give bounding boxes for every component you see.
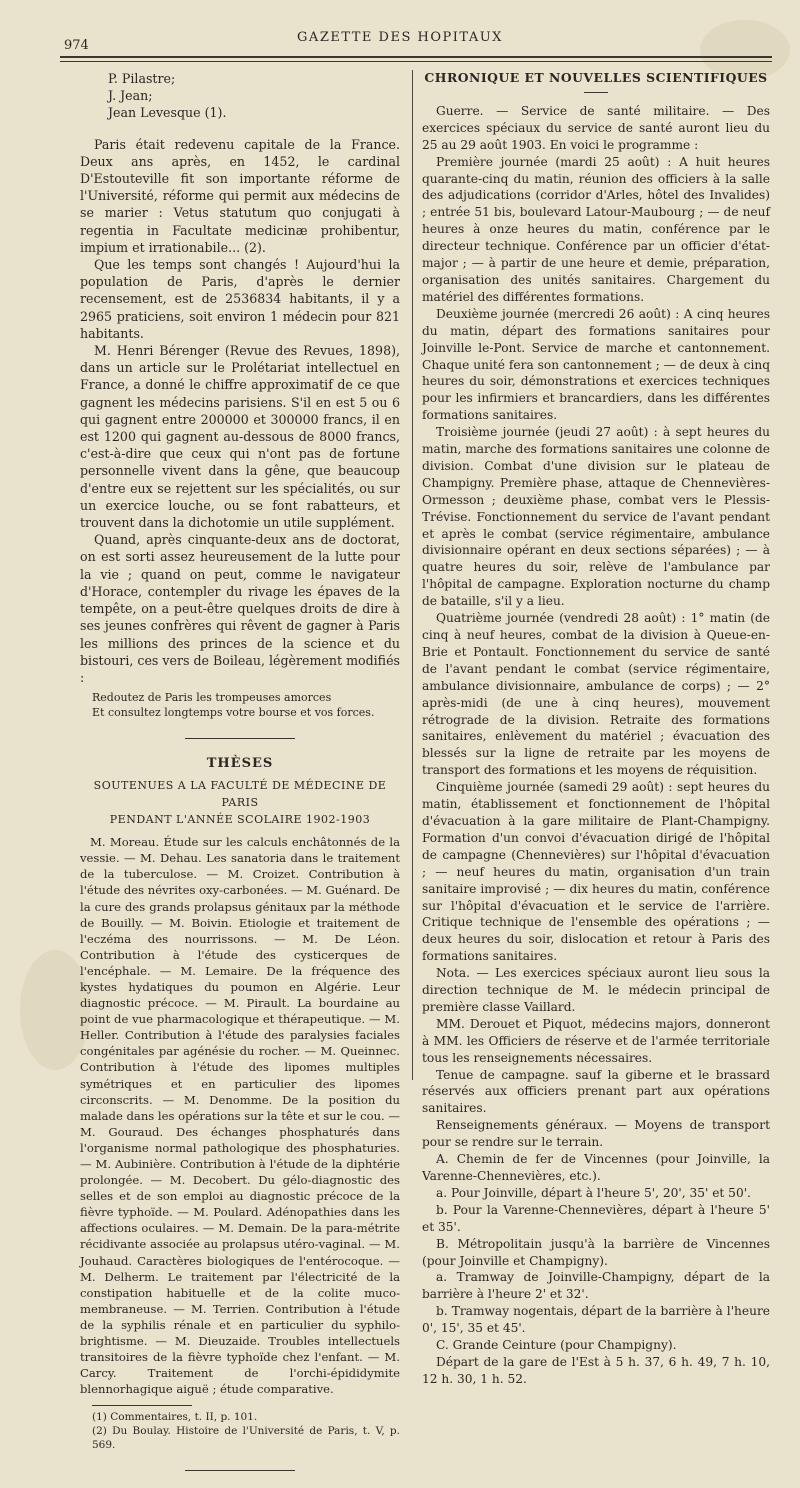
verse-line: Redoutez de Paris les trompeuses amorces xyxy=(92,691,332,705)
paragraph: Tenue de campagne. sauf la giberne et le brassard réservés aux officiers prenant part aux opérations sanitaires. xyxy=(422,1067,770,1116)
footnote: (2) Du Boulay. Histoire de l'Université de Paris, t. V, p. 569. xyxy=(92,1425,400,1452)
paragraph: b. Pour la Varenne-Chennevières, départ à l'heure 5' et 35'. xyxy=(422,1202,770,1234)
chronicle-title: CHRONIQUE ET NOUVELLES SCIENTIFIQUES xyxy=(424,70,768,85)
left-column xyxy=(80,70,400,1488)
paragraph: Renseignements généraux. — Moyens de transport pour se rendre sur le terrain. xyxy=(422,1118,770,1150)
theses-subtitle-2: PENDANT L'ANNÉE SCOLAIRE 1902-1903 xyxy=(109,812,371,826)
column-divider xyxy=(412,70,413,1080)
paragraph: a. Tramway de Joinville-Champigny, départ de la barrière à l'heure 2' et 32'. xyxy=(422,1270,770,1302)
footnotes xyxy=(92,1410,400,1452)
paragraph: b. Tramway nogentais, départ de la barrière à l'heure 0', 15', 35 et 45'. xyxy=(422,1304,770,1336)
paragraph: Quatrième journée (vendredi 28 août) : 1° matin (de cinq à neuf heures, combat de la division à Queue-en-Brie et Pontault. Fonctionnement du service de santé de l'avant pendant le combat (service régimentaire, ambulance divisionnaire, ambulance de corps) ; — 2° après-midi (de une à cinq heures), mouvement rétrograde de la division. Retraite des formations sanitaires, enlèvement du matériel ; évacuation des blessés sur la ligne de retraite par les moyens de transport des formations et les moyens de réquisition. xyxy=(422,611,770,778)
theses-title: THÈSES xyxy=(206,756,274,772)
paragraph: Quand, après cinquante-deux ans de doctorat, on est sorti assez heureusement de la lutte pour la vie ; quand on peut, comme le navigateur d'Horace, contempler du rivage les épaves de la tempête, on a peut-être quelques droits de dire à ses jeunes confrères qui rêvent de gagner à Paris les millions des princes de la science et du bistouri, ces vers de Boileau, légèrement modifiés : xyxy=(80,532,400,685)
header-rule xyxy=(60,56,772,58)
paragraph: Paris était redevenu capitale de la France. Deux ans après, en 1452, le cardinal D'Estouteville fit son importante réforme de l'Université, réforme qui permit aux médecins de se marier : Vetus statutum quo conjugati à regentia in Facultate medicinæ prohibentur, impium et irrationabile... (2). xyxy=(80,136,400,255)
paragraph: Départ de la gare de l'Est à 5 h. 37, 6 h. 49, 7 h. 10, 12 h. 30, 1 h. 52. xyxy=(422,1354,770,1386)
paragraph: C. Grande Ceinture (pour Champigny). xyxy=(436,1338,677,1353)
ornament-divider xyxy=(80,730,400,747)
ornament-divider xyxy=(80,1462,400,1479)
footnote-rule xyxy=(92,1405,192,1406)
theses-text: M. Moreau. Étude sur les calculs enchâtonnés de la vessie. — M. Dehau. Les sanatoria dans le traitement de la tuberculose. — M. Croizet. Contribution à l'étude des névrites oxy-carbonées. — M. Guénard. De la cure des grands prolapsus génitaux par la méthode de Bouilly. — M. Boivin. Etiologie et traitement de l'eczéma des nourrissons. — M. De Léon. Contribution à l'étude des cysticerques de l'encéphale. — M. Lemaire. De la fréquence des kystes hydatiques du poumon en Algérie. Leur diagnostic précoce. — M. Pirault. La bourdaine au point de vue pharmacologique et thérapeutique. — M. Heller. Contribution à l'étude des paralysies faciales congénitales par agénésie du rocher. — M. Queinnec. Contribution à l'étude des lipomes multiples symétriques et en particulier des lipomes circonscrits. — M. Denomme. De la position du malade dans les opérations sur la tête et sur le cou. — M. Gouraud. Des échanges phosphaturés dans l'organisme normal pathologique des phosphaturies. — M. Aubinière. Contribution à l'étude de la diphtérie prolongée. — M. Decobert. Du gélo-diagnostic des selles et de son emploi au diagnostic précoce de la fièvre typhoïde. — M. Poulard. Adénopathies dans les affections oculaires. — M. Demain. De la para-métrite récidivante associée au prolapsus utéro-vaginal. — M. Jouhaud. Caractères biologiques de l'entérocoque. — M. Delherm. Le traitement par l'électricité de la constipation habituelle et de la colite muco-membraneuse. — M. Terrien. Contribution à l'étude de la syphilis rénale et en particulier du syphilo-brightisme. — M. Dieuzaide. Troubles intellectuels transitoires de la fièvre typhoïde chez l'enfant. — M. Carcy. Traitement de l'orchi-épididymite blennorhagique aiguë ; étude comparative. xyxy=(80,835,400,1397)
name-item: J. Jean; xyxy=(108,88,153,104)
paragraph: Nota. — Les exercices spéciaux auront lieu sous la direction technique de M. le médecin principal de première classe Vaillard. xyxy=(422,966,770,1014)
names-list xyxy=(108,70,400,122)
paragraph: Cinquième journée (samedi 29 août) : sept heures du matin, établissement et fonctionnement de l'hôpital d'évacuation à la gare militaire de Plant-Champigny. Formation d'un convoi d'évacuation dirigé de l'hôpital de campagne (Chennevières) sur l'hôpital d'évacuation ; — neuf heures du matin, organisation d'un train sanitaire improvisé ; — dix heures du matin, conférence sur l'hôpital d'évacuation et le service de l'arrière. Critique technique de l'ensemble des opérations ; — deux heures du soir, dislocation et retour à Paris des formations sanitaires. xyxy=(422,780,770,964)
name-item: Jean Levesque (1). xyxy=(108,105,227,121)
paragraph: a. Pour Joinville, départ à l'heure 5', 20', 35' et 50'. xyxy=(436,1185,751,1200)
running-title: GAZETTE DES HOPITAUX xyxy=(297,30,503,45)
footnote: (1) Commentaires, t. II, p. 101. xyxy=(92,1411,258,1424)
paragraph: B. Métropolitain jusqu'à la barrière de Vincennes (pour Joinville et Champigny). xyxy=(422,1236,770,1268)
paragraph: Guerre. — Service de santé militaire. — Des exercices spéciaux du service de santé auront lieu du 25 au 29 août 1903. En voici le programme : xyxy=(422,103,770,152)
right-column xyxy=(422,70,770,1388)
paragraph: Deuxième journée (mercredi 26 août) : A cinq heures du matin, départ des formations sanitaires pour Joinville le-Pont. Service de marche et cantonnement. Chaque unité fera son cantonnement ; — de deux à cinq heures du soir, démonstrations et exercices techniques pour les infirmiers et brancardiers, dans les différentes formations sanitaires. xyxy=(422,306,770,423)
name-item: P. Pilastre; xyxy=(108,71,176,86)
paragraph: MM. Derouet et Piquot, médecins majors, donneront à MM. les Officiers de réserve et de l'armée territoriale tous les renseignements nécessaires. xyxy=(422,1016,770,1065)
page-number: 974 xyxy=(64,38,89,53)
paragraph: Que les temps sont changés ! Aujourd'hui la population de Paris, d'après le dernier recensement, est de 2536834 habitants, il y a 2965 praticiens, soit environ 1 médecin pour 821 habitants. xyxy=(80,257,400,341)
paragraph: Troisième journée (jeudi 27 août) : à sept heures du matin, marche des formations sanitaires une colonne de division. Combat d'une division sur le plateau de Champigny. Première phase, attaque de Chennevières-Ormesson ; deuxième phase, combat vers le Plessis-Trévise. Fonctionnement du service de l'avant pendant et après le combat (service régimentaire, ambulance divisionnaire opérant en deux sections séparées) ; — à quatre heures du soir, relève de l'ambulance par l'hôpital de campagne. Exploration nocturne du champ de bataille, s'il y a lieu. xyxy=(422,425,770,609)
verse xyxy=(92,690,400,720)
title-rule xyxy=(584,92,608,93)
paragraph: Première journée (mardi 25 août) : A huit heures quarante-cinq du matin, réunion des officiers à la salle des adjudications (corridor d'Arles, hôtel des Invalides) ; entrée 51 bis, boulevard Latour-Maubourg ; — de neuf heures à onze heures du matin, conférence par le directeur technique. Conférence par un officier d'état-major ; — à partir de une heure et demie, préparation, organisation des unités sanitaires. Chargement du matériel des différentes formations. xyxy=(422,154,770,304)
theses-list xyxy=(80,834,400,1397)
paragraph: A. Chemin de fer de Vincennes (pour Joinville, la Varenne-Chennevières, etc.). xyxy=(422,1152,770,1183)
theses-subtitle: SOUTENUES A LA FACULTÉ DE MÉDECINE DE PARIS xyxy=(93,778,387,809)
verse-line: Et consultez longtemps votre bourse et vos forces. xyxy=(92,706,375,720)
header-rule-thin xyxy=(60,61,772,62)
paragraph: M. Henri Bérenger (Revue des Revues, 1898), dans un article sur le Prolétariat intellectuel en France, a donné le chiffre approximatif de ce que gagnent les médecins parisiens. S'il en est 5 ou 6 qui gagnent entre 200000 et 300000 francs, il en est 1200 qui gagnent au-dessous de 8000 francs, c'est-à-dire que ceux qui n'ont pas de fortune personnelle vivent dans la gêne, que beaucoup d'entre eux se rejettent sur les spécialités, ou sur un exercice louche, ou se font rabatteurs, et trouvent dans la dichotomie un utile supplément. xyxy=(80,343,400,531)
